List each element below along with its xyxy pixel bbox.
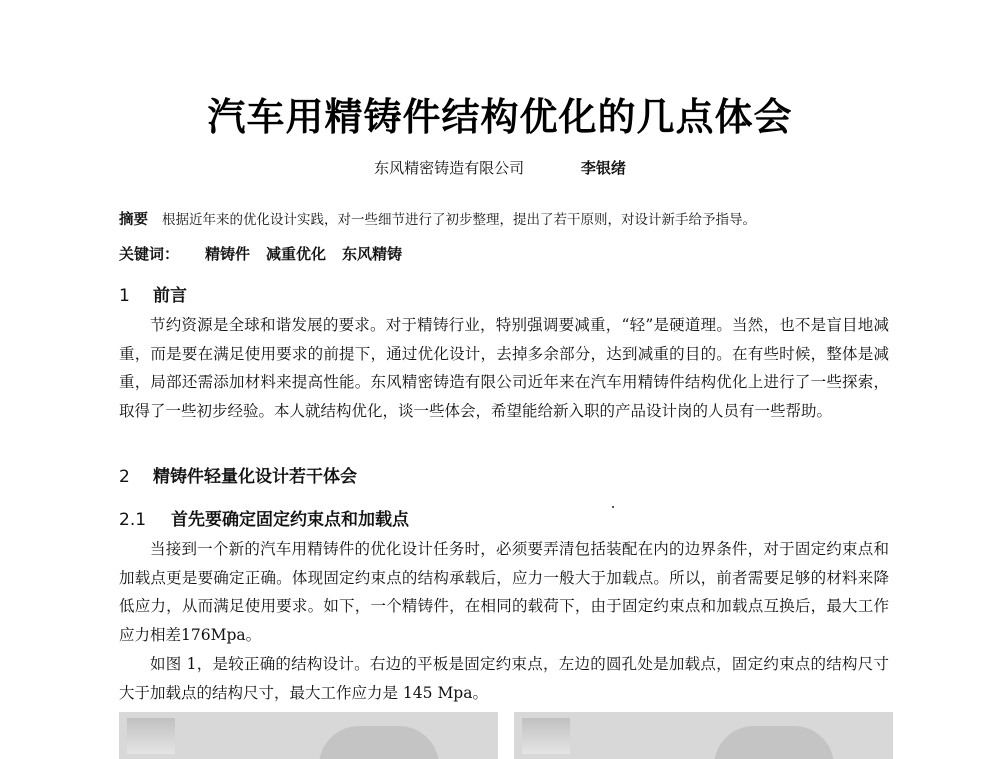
- author-organization: 东风精密铸造有限公司: [374, 159, 525, 177]
- keyword: 东风精铸: [342, 245, 403, 263]
- abstract-text: 根据近年来的优化设计实践，对一些细节进行了初步整理，提出了若干原则，对设计新手给予指导。: [162, 212, 756, 228]
- paragraph: 当接到一个新的汽车用精铸件的优化设计任务时，必须要弄清包括装配在内的边界条件，对于固定约束点和加载点更是要确定正确。体现固定约束点的结构承载后，应力一般大于加载点。所以，前者需要足够的材料来降低应力，从而满足使用要求。如下，一个精铸件，在相同的载荷下，由于固定约束点和加载点互换后，最大工作应力相差176Mpa。: [119, 540, 889, 644]
- speck: [612, 506, 614, 508]
- keyword: 精铸件: [205, 245, 251, 263]
- section-number: 2: [119, 467, 130, 487]
- byline: [0, 157, 1000, 178]
- section-heading-2-1: [119, 505, 409, 530]
- section-title: 前言: [153, 286, 187, 306]
- section-title: 精铸件轻量化设计若干体会: [153, 467, 357, 487]
- figure-1-images: [119, 712, 893, 759]
- section-number: 2.1: [119, 510, 147, 530]
- section-heading-2: [119, 462, 357, 487]
- paper-title: 汽车用精铸件结构优化的几点体会: [207, 95, 793, 139]
- paragraph: 节约资源是全球和谐发展的要求。对于精铸行业，特别强调要减重，“轻”是硬道理。当然，也不是盲目地减重，而是要在满足使用要求的前提下，通过优化设计，去掉多余部分，达到减重的目的。在有些时候，整体是减重，局部还需添加材料来提高性能。东风精密铸造有限公司近年来在汽车用精铸件结构优化上进行了一些探索，取得了一些初步经验。本人就结构优化，谈一些体会，希望能给新入职的产品设计岗的人员有一些帮助。: [119, 316, 889, 420]
- abstract-label: 摘要: [119, 212, 148, 228]
- part-render: [714, 726, 834, 759]
- section-title: 首先要确定固定约束点和加载点: [171, 510, 409, 530]
- part-render: [319, 726, 439, 759]
- paragraph: 如图 1，是较正确的结构设计。右边的平板是固定约束点，左边的圆孔处是加载点，固定约束点的结构尺寸大于加载点的结构尺寸，最大工作应力是 145 Mpa。: [119, 655, 889, 702]
- stress-plot-image-left: [119, 712, 498, 759]
- stress-plot-image-right: [514, 712, 893, 759]
- keywords: [119, 243, 899, 264]
- keywords-label: 关键词：: [119, 245, 180, 263]
- abstract: [119, 208, 899, 229]
- author-name: 李银绪: [580, 159, 626, 177]
- keyword: 减重优化: [266, 245, 327, 263]
- section-number: 1: [119, 286, 130, 306]
- stress-legend: [127, 718, 175, 754]
- stress-legend: [522, 718, 570, 754]
- section-heading-1: [119, 281, 187, 306]
